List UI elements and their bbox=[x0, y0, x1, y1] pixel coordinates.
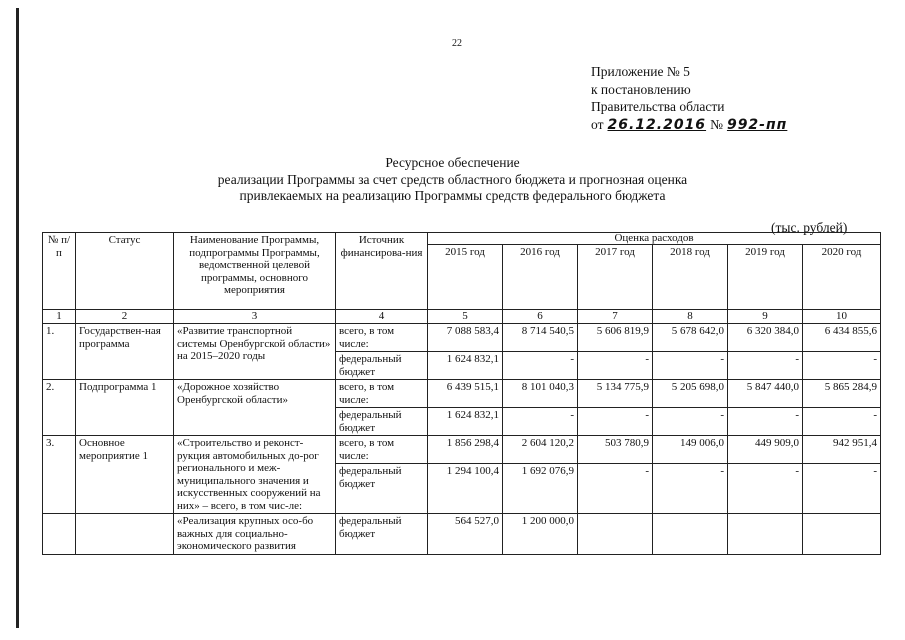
source-label: всего, в том числе: bbox=[336, 380, 428, 408]
header-year: 2016 год bbox=[503, 245, 578, 310]
appendix-line-2: к постановлению bbox=[591, 81, 691, 97]
resource-table bbox=[42, 232, 881, 555]
header-status: Статус bbox=[76, 233, 174, 310]
value-cell: 1 294 100,4 bbox=[428, 464, 503, 514]
appendix-date-line bbox=[591, 116, 787, 135]
source-label: федеральный бюджет bbox=[336, 352, 428, 380]
value-cell: 503 780,9 bbox=[578, 436, 653, 464]
handwritten-date: 26.12.2016 bbox=[607, 116, 707, 133]
header-num: № п/п bbox=[43, 233, 76, 310]
value-cell: - bbox=[653, 352, 728, 380]
source-label: федеральный бюджет bbox=[336, 408, 428, 436]
row-name: «Реализация крупных осо-бо важных для социально-экономического развития bbox=[174, 514, 336, 555]
value-cell: 5 847 440,0 bbox=[728, 380, 803, 408]
appendix-block bbox=[591, 63, 787, 134]
value-cell: 149 006,0 bbox=[653, 436, 728, 464]
row-num: 3. bbox=[43, 436, 76, 514]
value-cell bbox=[653, 514, 728, 555]
row-name: «Дорожное хозяйство Оренбургской области» bbox=[174, 380, 336, 436]
value-cell: 2 604 120,2 bbox=[503, 436, 578, 464]
column-number: 2 bbox=[76, 310, 174, 324]
number-sign: № bbox=[710, 116, 723, 132]
value-cell: - bbox=[728, 352, 803, 380]
column-number: 1 bbox=[43, 310, 76, 324]
document-title bbox=[0, 155, 905, 205]
appendix-line-3: Правительства области bbox=[591, 99, 725, 114]
title-line-1: Ресурсное обеспечение bbox=[385, 155, 520, 170]
value-cell: 6 434 855,6 bbox=[803, 324, 881, 352]
header-estimate: Оценка расходов bbox=[428, 233, 881, 245]
header-source: Источник финансирова-ния bbox=[336, 233, 428, 310]
date-prefix: от bbox=[591, 116, 604, 132]
column-number: 6 bbox=[503, 310, 578, 324]
row-status bbox=[76, 514, 174, 555]
row-num: 2. bbox=[43, 380, 76, 436]
value-cell: 6 439 515,1 bbox=[428, 380, 503, 408]
table-row bbox=[43, 380, 881, 408]
source-label: всего, в том числе: bbox=[336, 436, 428, 464]
row-status: Подпрограмма 1 bbox=[76, 380, 174, 436]
value-cell: - bbox=[803, 464, 881, 514]
value-cell: 1 624 832,1 bbox=[428, 352, 503, 380]
value-cell: - bbox=[578, 408, 653, 436]
value-cell: 5 134 775,9 bbox=[578, 380, 653, 408]
row-name: «Строительство и реконст-рукция автомобильных до-рог регионального и меж-муниципального значения и искусственных сооружений на них» – всего, в том чис-ле: bbox=[174, 436, 336, 514]
value-cell: 6 320 384,0 bbox=[728, 324, 803, 352]
column-number-row bbox=[43, 310, 881, 324]
value-cell: - bbox=[578, 352, 653, 380]
row-num: 1. bbox=[43, 324, 76, 380]
table-row bbox=[43, 436, 881, 464]
value-cell: 449 909,0 bbox=[728, 436, 803, 464]
value-cell: - bbox=[653, 464, 728, 514]
column-number: 4 bbox=[336, 310, 428, 324]
value-cell: - bbox=[503, 352, 578, 380]
value-cell: 1 692 076,9 bbox=[503, 464, 578, 514]
value-cell bbox=[803, 514, 881, 555]
value-cell: 1 624 832,1 bbox=[428, 408, 503, 436]
value-cell: - bbox=[503, 408, 578, 436]
value-cell: 564 527,0 bbox=[428, 514, 503, 555]
value-cell: 5 678 642,0 bbox=[653, 324, 728, 352]
value-cell: 5 865 284,9 bbox=[803, 380, 881, 408]
header-year: 2020 год bbox=[803, 245, 881, 310]
title-line-3: привлекаемых на реализацию Программы средств федерального бюджета bbox=[239, 188, 666, 203]
page-number: 22 bbox=[452, 38, 462, 49]
column-number: 7 bbox=[578, 310, 653, 324]
row-status: Государствен-ная программа bbox=[76, 324, 174, 380]
value-cell bbox=[728, 514, 803, 555]
value-cell: - bbox=[803, 352, 881, 380]
title-line-2: реализации Программы за счет средств областного бюджета и прогнозная оценка bbox=[217, 171, 688, 187]
header-row bbox=[43, 233, 881, 245]
scan-edge-line bbox=[16, 8, 19, 628]
value-cell: - bbox=[728, 464, 803, 514]
value-cell: - bbox=[578, 464, 653, 514]
header-name: Наименование Программы, подпрограммы Программы, ведомственной целевой программы, основного мероприятия bbox=[174, 233, 336, 310]
appendix-line-1: Приложение № 5 bbox=[591, 64, 690, 79]
value-cell: 8 101 040,3 bbox=[503, 380, 578, 408]
column-number: 9 bbox=[728, 310, 803, 324]
column-number: 8 bbox=[653, 310, 728, 324]
value-cell: 8 714 540,5 bbox=[503, 324, 578, 352]
value-cell: 1 856 298,4 bbox=[428, 436, 503, 464]
value-cell: 1 200 000,0 bbox=[503, 514, 578, 555]
source-label: всего, в том числе: bbox=[336, 324, 428, 352]
table-row bbox=[43, 514, 881, 555]
handwritten-number: 992-пп bbox=[726, 116, 788, 133]
source-label: федеральный бюджет bbox=[336, 464, 428, 514]
value-cell: 942 951,4 bbox=[803, 436, 881, 464]
row-num bbox=[43, 514, 76, 555]
column-number: 3 bbox=[174, 310, 336, 324]
value-cell: - bbox=[653, 408, 728, 436]
header-year: 2019 год bbox=[728, 245, 803, 310]
value-cell: - bbox=[803, 408, 881, 436]
value-cell: 5 606 819,9 bbox=[578, 324, 653, 352]
header-year: 2018 год bbox=[653, 245, 728, 310]
value-cell: 7 088 583,4 bbox=[428, 324, 503, 352]
row-status: Основное мероприятие 1 bbox=[76, 436, 174, 514]
header-year: 2017 год bbox=[578, 245, 653, 310]
row-name: «Развитие транспортной системы Оренбургской области» на 2015–2020 годы bbox=[174, 324, 336, 380]
table-row bbox=[43, 324, 881, 352]
header-year: 2015 год bbox=[428, 245, 503, 310]
value-cell: - bbox=[728, 408, 803, 436]
source-label: федеральный бюджет bbox=[336, 514, 428, 555]
value-cell: 5 205 698,0 bbox=[653, 380, 728, 408]
value-cell bbox=[578, 514, 653, 555]
column-number: 5 bbox=[428, 310, 503, 324]
column-number: 10 bbox=[803, 310, 881, 324]
units-label: (тыс. рублей) bbox=[771, 220, 848, 235]
